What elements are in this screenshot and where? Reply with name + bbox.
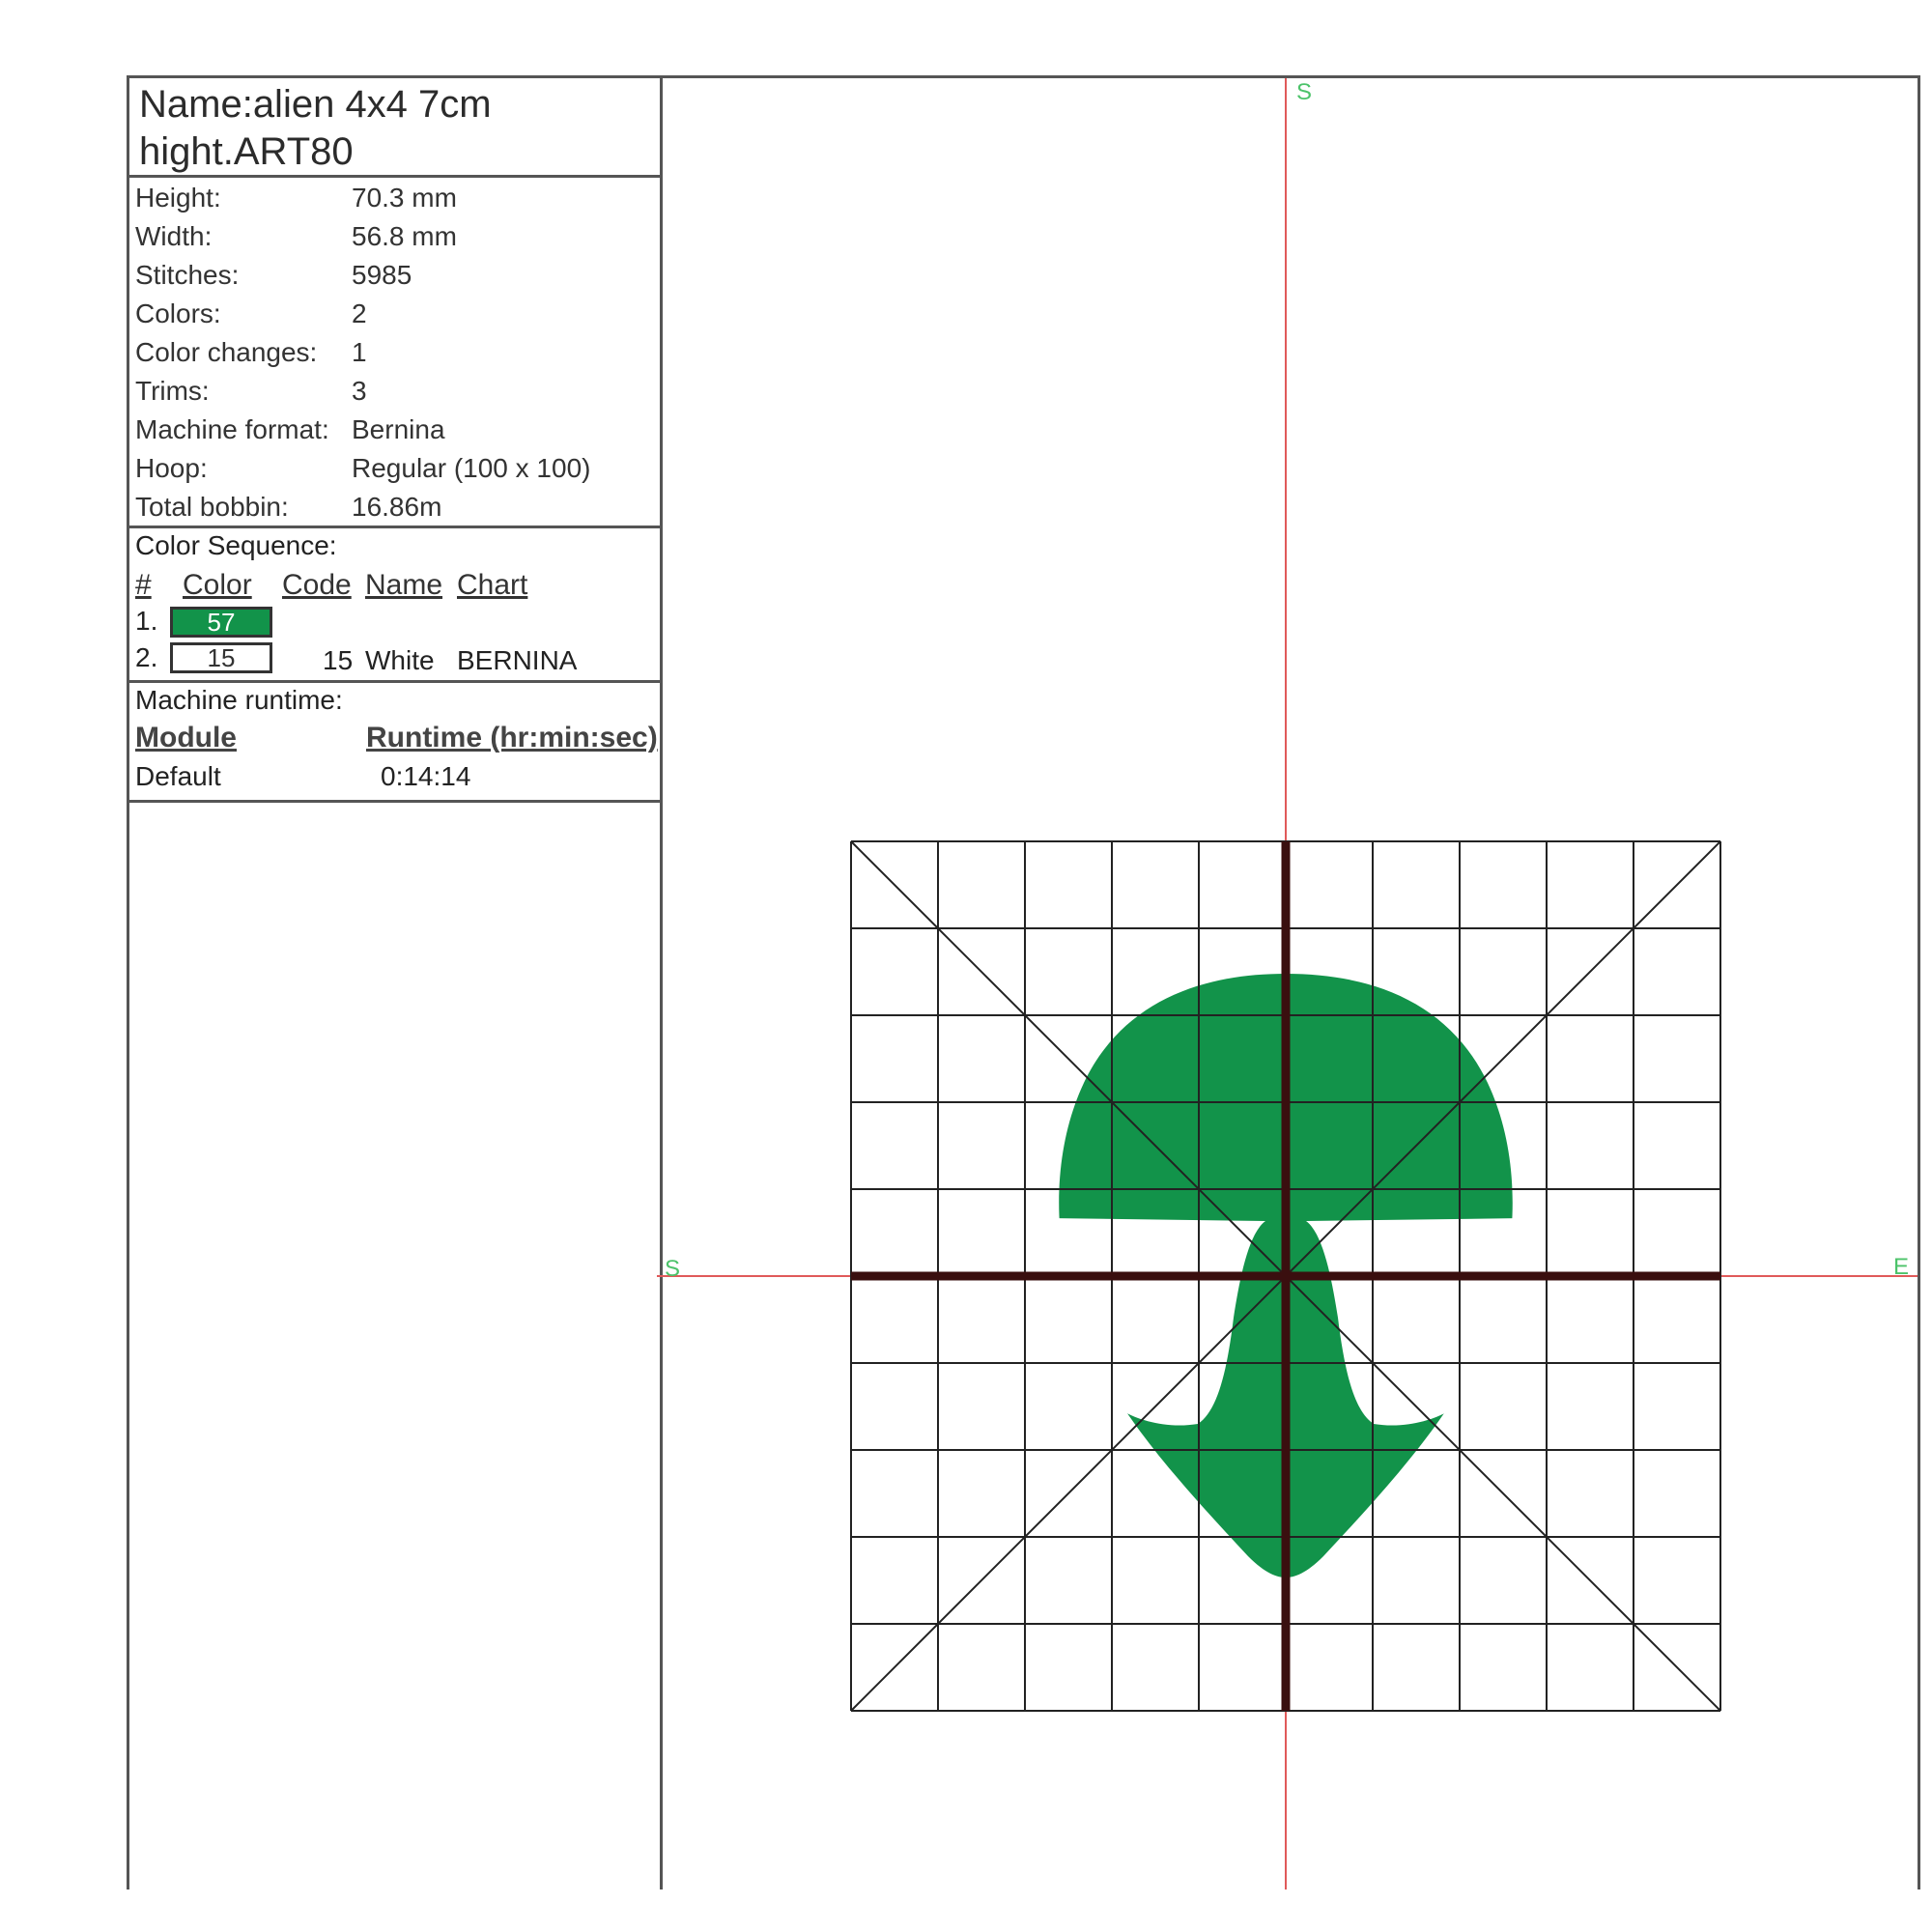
column-header-color: Color bbox=[183, 569, 252, 601]
info-label: Total bobbin: bbox=[135, 492, 289, 522]
runtime-title: Machine runtime: bbox=[135, 685, 343, 715]
axis-label-top: S bbox=[1296, 79, 1313, 105]
info-value: 1 bbox=[352, 337, 367, 367]
info-label: Stitches: bbox=[135, 260, 240, 290]
color-swatch: 15 bbox=[170, 642, 272, 673]
machine-runtime-section bbox=[129, 683, 660, 803]
column-header-code: Code bbox=[282, 569, 352, 601]
color-row-number: 1. bbox=[135, 606, 158, 636]
color-chart: BERNINA bbox=[457, 645, 578, 675]
info-label: Machine format: bbox=[135, 414, 329, 444]
column-header-module: Module bbox=[135, 722, 237, 753]
info-value: 2 bbox=[352, 298, 367, 328]
design-preview-frame bbox=[657, 75, 1920, 1889]
column-header-runtime: Runtime (hr:min:sec) bbox=[366, 722, 658, 753]
color-sequence-title: Color Sequence: bbox=[135, 530, 337, 560]
color-swatch: 57 bbox=[170, 607, 272, 638]
info-value: Regular (100 x 100) bbox=[352, 453, 591, 483]
design-title-section bbox=[129, 81, 660, 178]
color-code: 15 bbox=[323, 645, 354, 675]
info-label: Colors: bbox=[135, 298, 221, 328]
info-value: Bernina bbox=[352, 414, 445, 444]
color-sequence-section bbox=[129, 528, 660, 683]
design-stats-section bbox=[129, 178, 660, 528]
design-info-panel bbox=[127, 75, 663, 1889]
info-label: Color changes: bbox=[135, 337, 318, 367]
column-header-number: # bbox=[135, 569, 152, 601]
runtime-module: Default bbox=[135, 761, 221, 791]
info-label: Hoop: bbox=[135, 453, 208, 483]
info-value: 16.86m bbox=[352, 492, 442, 522]
column-header-name: Name bbox=[365, 569, 443, 601]
info-label: Height: bbox=[135, 183, 221, 213]
design-name: Name:alien 4x4 7cm bbox=[139, 83, 492, 126]
design-name-continued: hight.ART80 bbox=[139, 130, 354, 173]
info-value: 70.3 mm bbox=[352, 183, 457, 213]
axis-label-left: S bbox=[665, 1256, 681, 1282]
column-header-chart: Chart bbox=[457, 569, 528, 601]
axis-label-right: E bbox=[1893, 1254, 1910, 1280]
info-value: 3 bbox=[352, 376, 367, 406]
color-name: White bbox=[365, 645, 435, 675]
design-preview-canvas bbox=[657, 78, 1918, 1889]
runtime-value: 0:14:14 bbox=[381, 761, 471, 791]
info-label: Trims: bbox=[135, 376, 210, 406]
info-label: Width: bbox=[135, 221, 213, 251]
info-value: 5985 bbox=[352, 260, 412, 290]
info-value: 56.8 mm bbox=[352, 221, 457, 251]
color-row-number: 2. bbox=[135, 642, 158, 672]
